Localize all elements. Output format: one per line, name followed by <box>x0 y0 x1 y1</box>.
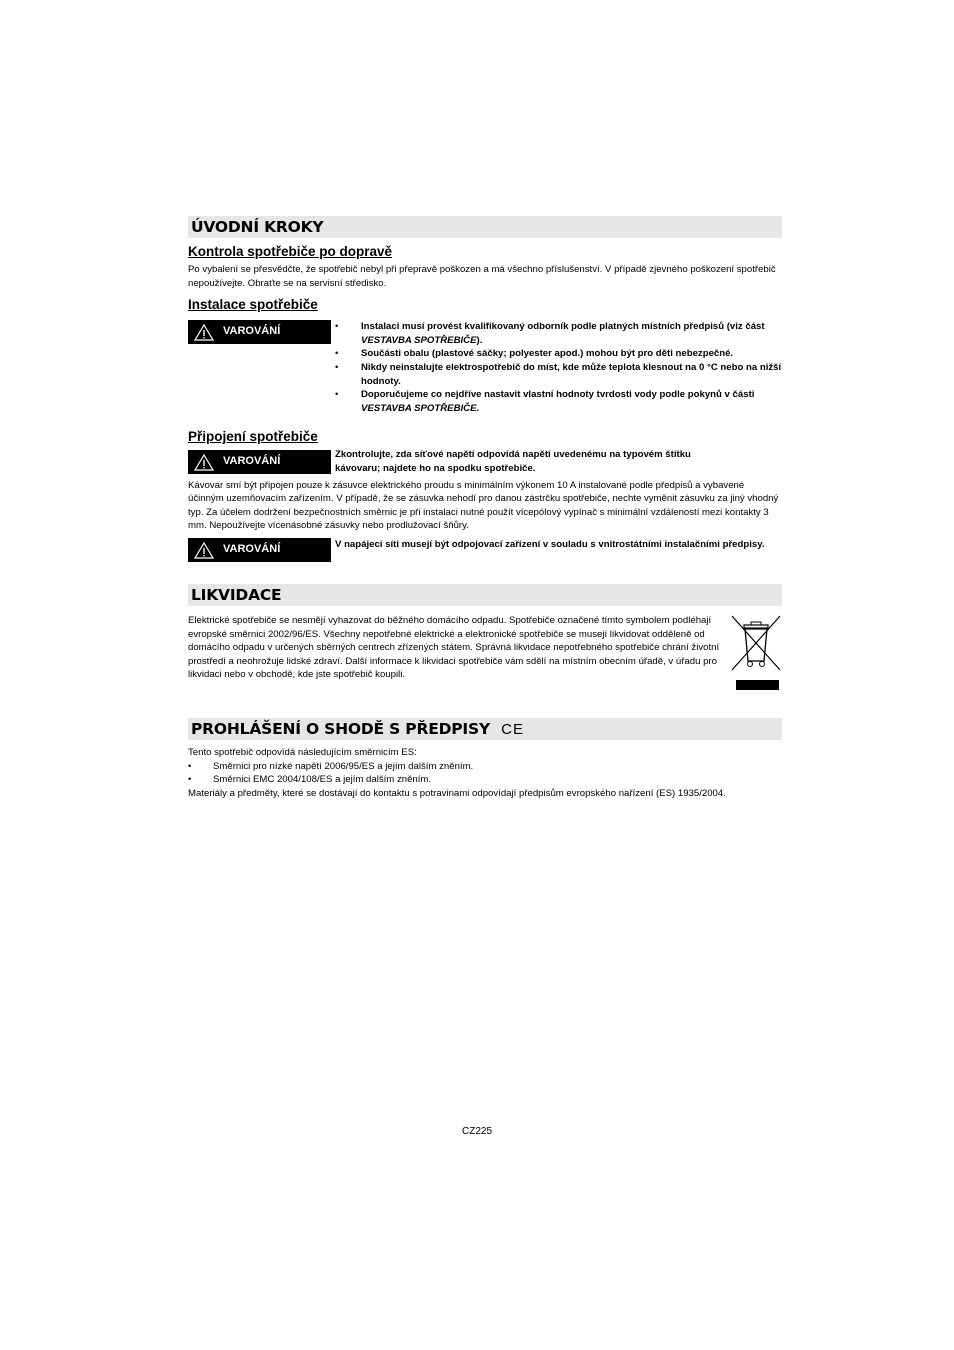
warning-label-text: VAROVÁNÍ <box>223 455 281 468</box>
paragraph-prohlaseni-outro: Materiály a předměty, které se dostávají do kontaktu s potravinami odpovídají předpisům evropského nařízení (ES) 1935/2004. <box>188 787 726 799</box>
section-title-text: PROHLÁŠENÍ O SHODĚ S PŘEDPISY <box>191 719 490 738</box>
section-title-prohlaseni <box>188 718 782 740</box>
warning-triangle-icon <box>194 454 214 471</box>
section-title-uvodni-kroky: ÚVODNÍ KROKY <box>188 216 782 238</box>
warning-label <box>188 538 331 562</box>
directive-list <box>188 760 782 787</box>
list-item: • Instalaci musí provést kvalifikovaný odborník podle platných místních předpisů (viz část VESTAVBA SPOTŘEBIČE). <box>335 320 782 347</box>
paragraph-kontrola: Po vybalení se přesvědčte, že spotřebič nebyl při přepravě poškozen a má všechno příslušenství. V případě zjevného poškození spotřebič nepoužívejte. Obraťte se na servisní středisko. <box>188 264 776 289</box>
paragraph-prohlaseni-intro: Tento spotřebič odpovídá následujícím směrnicím ES: <box>188 746 417 758</box>
list-item: • Nikdy neinstalujte elektrospotřebič do míst, kde může teplota klesnout na 0 °C nebo na nižší hodnoty. <box>335 361 782 388</box>
warning-triangle-icon <box>194 324 214 341</box>
subheading-kontrola: Kontrola spotřebiče po dopravě <box>188 244 393 259</box>
paragraph-likvidace: Elektrické spotřebiče se nesmějí vyhazovat do běžného domácího odpadu. Spotřebiče označené tímto symbolem podléhají evropské směrnici 2002/96/ES. Všechny nepotřebné elektrické a elektronické spotřebiče se musejí likvidovat odděleně od domácího odpadu v určených sběrných centrech zřízených státem. Správná likvidace nepotřebného spotřebiče chrání životní prostředí a neohrožuje lidské zdraví. Další informace k likvidaci spotřebiče vám sdělí na místním obecním úřadě, v úřadu pro likvidaci nebo v obchodě, kde jste spotřebič koupili. <box>188 614 720 681</box>
warning-label <box>188 450 331 474</box>
section-title-likvidace: LIKVIDACE <box>188 584 782 606</box>
warning-label <box>188 320 331 344</box>
subheading-pripojeni: Připojení spotřebiče <box>188 429 318 445</box>
page-content <box>188 216 782 800</box>
page-number: CZ225 <box>461 1126 492 1137</box>
warning-label-text: VAROVÁNÍ <box>223 325 281 338</box>
list-item: • Doporučujeme co nejdříve nastavit vlastní hodnoty tvrdosti vody podle pokynů v části VESTAVBA SPOTŘEBIČE. <box>335 388 782 415</box>
weee-crossed-bin-icon <box>730 614 782 690</box>
subheading-instalace: Instalace spotřebiče <box>188 297 318 313</box>
warning-text: Zkontrolujte, zda síťové napětí odpovídá napětí uvedenému na typovém štítku kávovaru; najdete ho na spodku spotřebiče. <box>335 449 691 474</box>
warning-triangle-icon <box>194 542 214 559</box>
paragraph-pripojeni: Kávovar smí být připojen pouze k zásuvce elektrického proudu s minimálním výkonem 10 A instalované podle předpisů a vybavené účinným uzemňovacím zařízením. V případě, že se zásuvka nehodí pro danou zástrčku spotřebiče, nechte vyměnit zásuvku za jiný vhodný typ. Za účelem dodržení bezpečnostních směrnic je při instalaci nutné použít vícepólový vypínač s minimální vzdáleností mezi kontakty 3 mm. Nepoužívejte vícenásobné zásuvky nebo prodlužovací šňůry. <box>188 479 779 532</box>
ce-mark-icon: CE <box>501 720 525 738</box>
warning-block-pripojeni-1 <box>188 448 782 475</box>
warning-block-instalace <box>188 320 782 415</box>
warning-text: V napájecí síti musejí být odpojovací zařízení v souladu s vnitrostátními instalačními předpisy. <box>335 538 765 550</box>
warning-label-text: VAROVÁNÍ <box>223 542 281 555</box>
warning-bullet-list <box>335 320 782 415</box>
list-item: • Směrnici EMC 2004/108/ES a jejím dalším zněním. <box>188 773 782 787</box>
list-item: • Směrnici pro nízké napětí 2006/95/ES a jejím dalším zněním. <box>188 760 782 774</box>
list-item: • Součásti obalu (plastové sáčky; polyester apod.) mohou být pro děti nebezpečné. <box>335 347 782 361</box>
likvidace-block <box>188 614 782 694</box>
warning-block-pripojeni-2 <box>188 538 782 562</box>
